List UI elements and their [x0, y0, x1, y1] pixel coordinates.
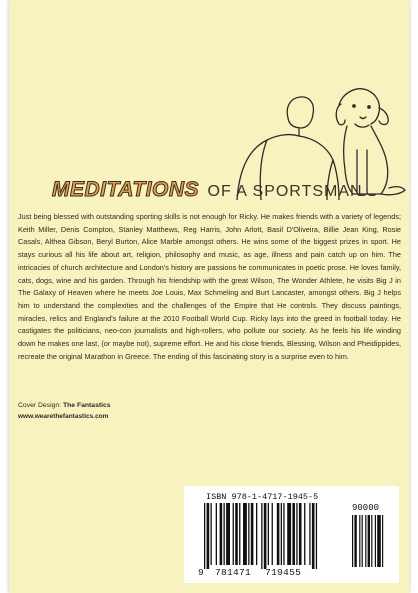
barcode-bar — [304, 503, 305, 565]
barcode-left-digits: 781471 — [215, 567, 252, 578]
barcode-bar — [211, 503, 212, 565]
credit-designer: The Fantastics — [62, 402, 111, 409]
barcode-bar — [235, 503, 238, 565]
addon-bar — [375, 515, 376, 567]
addon-bar — [359, 515, 360, 567]
barcode-bar — [220, 503, 223, 565]
book-back-cover — [9, 0, 409, 593]
barcode-bar — [277, 503, 280, 565]
barcode-bar — [283, 503, 284, 565]
barcode-bar — [316, 503, 317, 569]
isbn-barcode — [184, 486, 399, 583]
designer-website: www.wearethefantastics.com — [18, 413, 109, 420]
isbn-text: ISBN 978-1-4717-1945-5 — [206, 492, 319, 502]
barcode-bar — [299, 503, 302, 565]
title-meditations: MEDITATIONS — [52, 178, 200, 201]
cover-design-credit — [18, 402, 111, 409]
barcode-bar — [216, 503, 217, 565]
addon-bar — [365, 515, 366, 567]
barcode-bar — [239, 503, 240, 565]
barcode-bar — [256, 503, 257, 565]
barcode-bar — [248, 503, 249, 565]
barcode-bar — [272, 503, 273, 565]
barcode-bar — [268, 503, 269, 565]
barcode-bar — [309, 503, 310, 565]
barcode-bar — [251, 503, 254, 565]
addon-digits: 90000 — [352, 503, 380, 513]
book-title — [52, 178, 363, 202]
barcode-bar — [207, 503, 210, 569]
barcode-bar — [243, 503, 247, 565]
addon-bar — [368, 515, 370, 567]
barcode-bar — [224, 503, 225, 565]
barcode-bar — [261, 503, 262, 569]
barcode-bar — [292, 503, 295, 565]
credit-label: Cover Design: — [18, 402, 62, 409]
barcode-bar — [204, 503, 205, 569]
addon-bar — [377, 515, 381, 567]
barcode-bar — [287, 503, 291, 565]
barcode-bar — [233, 503, 234, 565]
addon-bar — [382, 515, 383, 567]
addon-bar — [352, 515, 353, 567]
addon-bar — [354, 515, 356, 567]
book-blurb: Just being blessed with outstanding sporting skills is not enough for Ricky. He makes friends with a variety of legends; Keith Miller, Denis Compton, Stanley Matthews, Reg Harris, John Arlott, Basil D'Oliveira, Billie Jean King, Rosie Casals, Althea Gibson, Beryl Burton, Alice Marble amongst others. He wins some of the biggest prizes in sport. He stays curious all his life about art, religion, philosophy and music, as age, illness and pain catch up on him. The intricacies of church architecture and London's history are passions he communicates in poetic prose. He loves family, cats, dogs, wine and his garden. Through his friendship with the great Wilson, The Wonder Athlete, he visits Big J in The Galaxy of Heaven where he meets Joe Louis, Max Schmeling and Burt Lancaster, amongst others. Big J helps him to understand the complexities and the challenges of the Empire that He controls. They discuss paintings, miracles, relics and England's failure at the 2010 Football World Cup. Ricky lays into the greed in football today. He castigates the politicians, neo-con journalists and high-rollers, who pollute our society. As he feels his life winding down he makes one last, (or maybe not), supreme effort. He and his close friends, Blessing, Wilson and Pheidippides, recreate the original Marathon in Greece. The ending of this fascinating story is a surprise even to him. — [18, 212, 401, 361]
man-and-dog-illustration — [9, 0, 409, 200]
barcode-bar — [312, 503, 315, 569]
addon-bar — [371, 515, 372, 567]
barcode-bar — [264, 503, 267, 569]
title-subtitle: OF A SPORTSMAN — [207, 183, 363, 200]
barcode-bar — [226, 503, 230, 565]
barcode-digits — [198, 567, 301, 578]
addon-bar — [362, 515, 363, 567]
barcode-right-digits: 719455 — [265, 567, 302, 578]
barcode-bar — [296, 503, 297, 565]
barcode-lead-digit: 9 — [198, 567, 205, 578]
barcode-bar — [281, 503, 282, 565]
